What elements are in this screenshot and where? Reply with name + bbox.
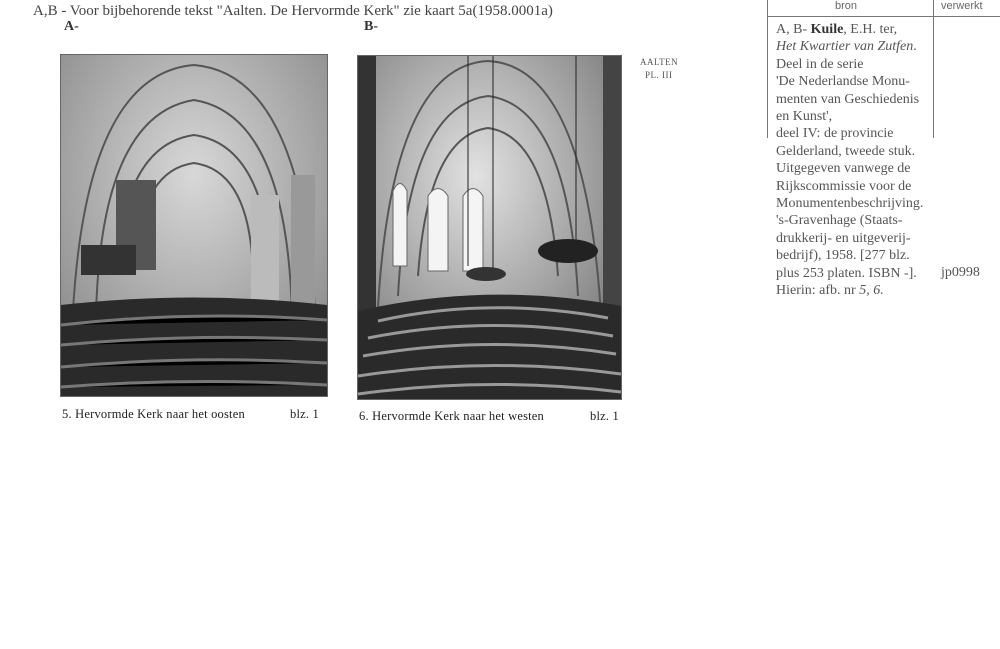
ref-figure-numbers: 5, 6. <box>859 283 884 299</box>
photo-church-east <box>60 54 328 397</box>
label-a: A- <box>64 19 79 34</box>
caption-a: 5. Hervormde Kerk naar het oosten <box>62 407 245 421</box>
plate-mark-number: PL. III <box>645 70 673 80</box>
column-header-verwerkt: verwerkt <box>941 0 983 12</box>
ref-line: Deel in de serie <box>776 56 864 72</box>
ref-author-rest: , E.H. ter, <box>843 22 898 37</box>
label-b: B- <box>364 19 378 34</box>
column-header-bron: bron <box>835 0 858 12</box>
ref-line: Rijkscommissie voor de <box>776 178 912 194</box>
caption-b-page: blz. 1 <box>590 409 619 423</box>
ref-line: deel IV: de provincie <box>776 126 894 142</box>
photo-church-west <box>357 55 622 400</box>
table-border-left <box>767 0 768 138</box>
ref-line: bedrijf), 1958. [277 blz. <box>776 248 910 264</box>
bibliographic-reference: A, B- Kuile, E.H. ter, Het Kwartier van Zutfen. Deel in de serie 'De Nederlandse Monu- menten van Geschiedenis en Kunst', deel IV: de provincie Gelderland, tweede stuk. Uitgegeven vanwege de Rijkscommissie voor de Monumentenbeschrijving. 's-Gravenhage (Staats- drukkerij- en uitgeverij- bedrijf), 1958. [277 blz. plus 253 platen. ISBN -]. Hierin: afb. nr 5, 6. <box>776 21 956 300</box>
ref-prefix: A, B- <box>776 22 811 37</box>
ref-line: Monumentenbeschrijving. <box>776 196 924 212</box>
caption-b: 6. Hervormde Kerk naar het westen <box>359 409 544 423</box>
ref-line: 's-Gravenhage (Staats- <box>776 213 903 229</box>
ref-author: Kuile <box>810 22 844 37</box>
page-header: A,B - Voor bijbehorende tekst "Aalten. De Hervormde Kerk" zie kaart 5a(1958.0001a) <box>33 3 553 19</box>
ref-line: 'De Nederlandse Monu- <box>776 74 910 90</box>
ref-title: Het Kwartier van Zutfen <box>776 39 914 55</box>
plate-mark-place: AALTEN <box>640 57 679 67</box>
ref-line: drukkerij- en uitgeverij- <box>776 230 911 246</box>
ref-line: menten van Geschiedenis <box>776 91 920 107</box>
ref-line: Uitgegeven vanwege de <box>776 161 911 177</box>
table-header-rule <box>767 16 1000 17</box>
ref-line: Gelderland, tweede stuk. <box>776 143 916 159</box>
verwerkt-code: jp0998 <box>941 265 980 280</box>
ref-last-prefix: Hierin: afb. nr <box>776 283 860 299</box>
caption-a-page: blz. 1 <box>290 407 319 421</box>
ref-line: en Kunst', <box>776 109 833 125</box>
ref-line: plus 253 platen. ISBN -]. <box>776 265 917 281</box>
